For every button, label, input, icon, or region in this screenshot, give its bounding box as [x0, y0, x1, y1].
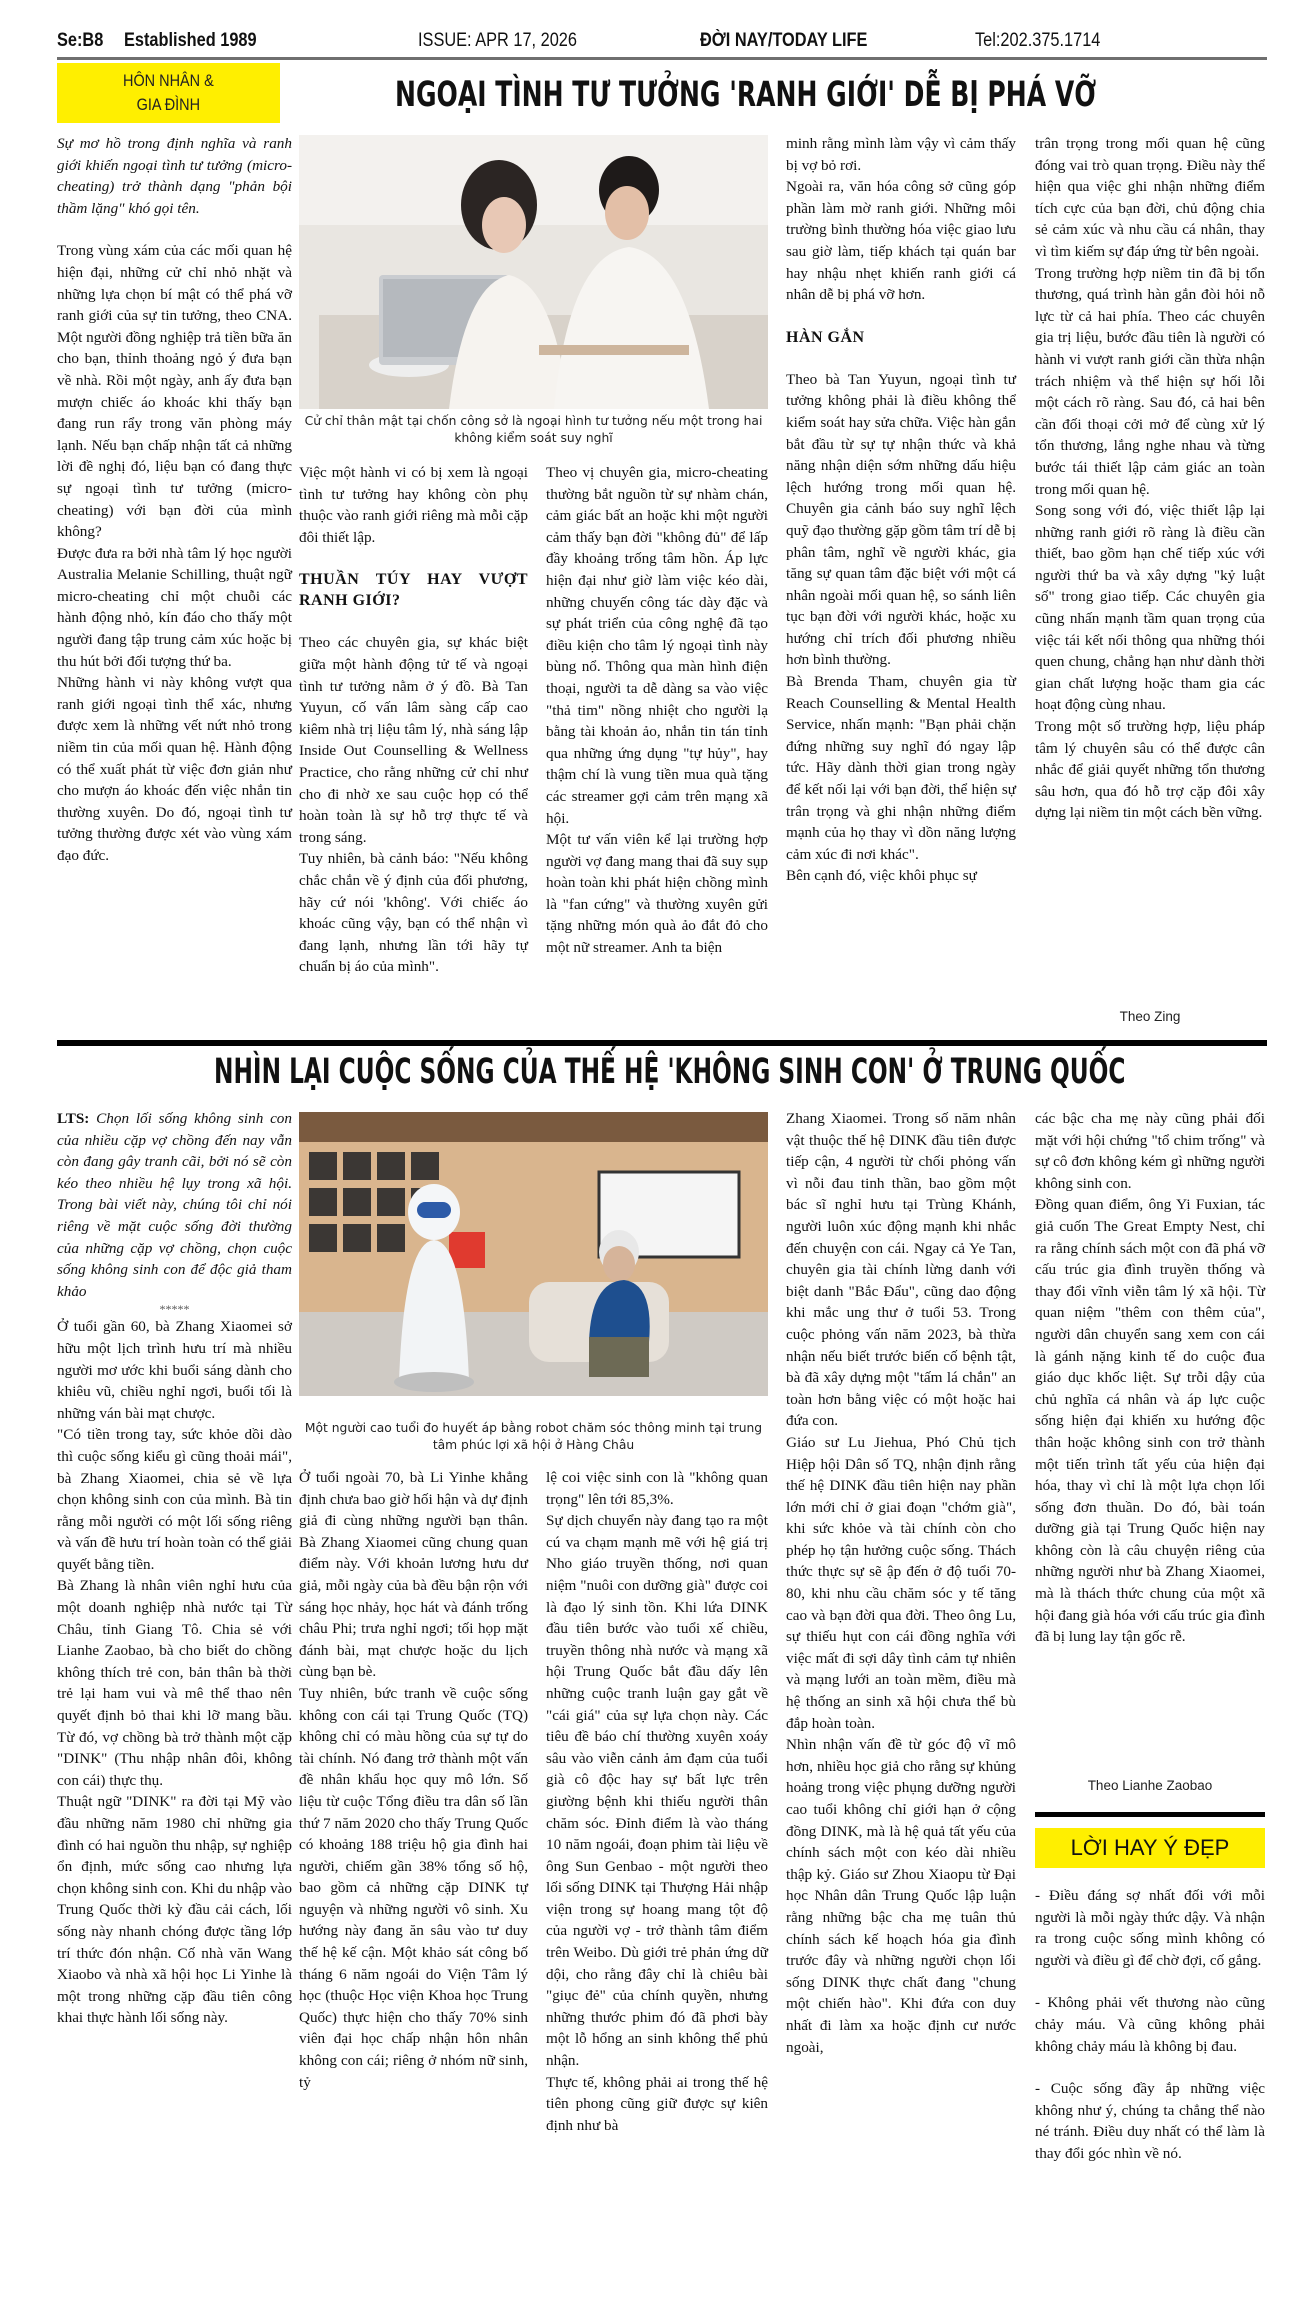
article-divider — [57, 1040, 1267, 1046]
article1-subhead-1: THUẦN TÚY HAY VƯỢT RANH GIỚI? — [299, 571, 528, 610]
paragraph: Theo bà Tan Yuyun, ngoại tình tư tưởng không phải là điều không thể kiểm soát hay sửa chữa. Việc hàn gắn bắt đầu từ sự tự nhận thức và khả năng nhận diện sớm những dấu hiệu lệch hướng trong mối quan hệ. Chuyên gia cảnh báo suy nghĩ lệch quỹ đạo thường gặp gồm tâm trí dễ bị phân tâm, nghĩ về người khác, gia tăng sự quan tâm đặc biệt với một cá nhân ngoài mối quan hệ, so sánh liên tục bạn đời với người khác, hoặc xu hướng chỉ trích đối phương nhiều hơn bình thường. — [786, 370, 1016, 669]
paragraph: Ở tuổi ngoài 70, bà Li Yinhe khẳng định chưa bao giờ hối hận và dự định giả đi cùng những người bạn thân. Bà Zhang Xiaomei cũng chung quan điểm này. Với khoản lương hưu dư giả, mỗi ngày của bà đều bận rộn với sáng học nhảy, học hát và đánh trống châu Phi; trưa nghỉ ngơi; tối họp mặt đánh bài, mạt chược hoặc du lịch cùng bạn bè. — [299, 1469, 528, 1681]
established-label: Established 1989 — [124, 30, 257, 51]
section-code: Se:B8 — [57, 30, 104, 51]
paragraph: Trong một số trường hợp, liệu pháp tâm lý chuyên sâu có thể được cân nhắc để giải quyết những tổn thương sâu hơn, qua đó hỗ trợ cặp đôi xây dựng lại niềm tin một cách bền vững. — [1035, 718, 1265, 822]
office-couple-illustration — [299, 135, 768, 409]
article2-column-2 — [299, 1467, 528, 2093]
paragraph: trân trọng trong mối quan hệ cũng đóng vai trò quan trọng. Điều này thể hiện qua việc ghi nhận những điểm tích cực của bạn đời, chủ động chia sẻ cảm xúc và nhu cầu cá nhân, thay vì tìm kiếm sự đáp ứng từ bên ngoài. — [1035, 135, 1265, 260]
editor-note — [57, 1108, 292, 1302]
paragraph: Tuy nhiên, bà cảnh báo: "Nếu không chắc chắn về ý định của đối phương, hãy cứ nói 'không'. Với chiếc áo khoác cũng vậy, bạn có thể nhận vì đang lạnh, nhưng lần tới hãy tự chuẩn bị áo của mình". — [299, 850, 528, 976]
article2-column-3 — [546, 1467, 768, 2136]
article2-column-5 — [1035, 1108, 1265, 1648]
article1-photo-caption: Cử chỉ thân mật tại chốn công sở là ngoại hình tư tưởng nếu một trong hai không kiểm soát suy nghĩ — [304, 414, 763, 445]
paragraph: Theo các chuyên gia, sự khác biệt giữa một hành động tử tế và ngoại tình tư tưởng nằm ở ý đồ. Bà Tan Yuyun, cố vấn lâm sàng cấp cao kiêm nhà trị liệu tâm lý, nhà sáng lập Inside Out Counselling & Wellness Practice, cho rằng những cử chỉ như cho đi nhờ xe sau cuộc họp có thể hoàn toàn là sự hỗ trợ thực tế và trong sáng. — [299, 634, 528, 846]
paragraph: Nhìn nhận vấn đề từ góc độ vĩ mô hơn, nhiều học giả cho rằng sự khủng hoảng trong việc phụng dưỡng người cao tuổi không chỉ giới hạn ở cộng đồng DINK, mà là hệ quả tất yếu của chính sách một con kéo dài nhiều thập kỷ. Giáo sư Zhou Xiaopu từ Đại học Nhân dân Trung Quốc lập luận rằng những bậc cha mẹ tuân thủ chính sách kế hoạch hóa gia đình trước đây và những người chọn lối sống DINK thực chất đang "chung một chiến hào". Khi đứa con duy nhất đi làm xa hoặc định cư nước ngoài, — [786, 1736, 1016, 2056]
paragraph: các bậc cha mẹ này cũng phải đối mặt với hội chứng "tổ chim trống" và sự cô đơn không kém gì những người không sinh con. — [1035, 1110, 1265, 1192]
paragraph: Tuy nhiên, bức tranh về cuộc sống không con cái tại Trung Quốc (TQ) không chỉ có màu hồng của sự tự do tài chính. Nó đang trở thành một vấn đề nhân khẩu học quy mô lớn. Số liệu từ cuộc Tổng điều tra dân số lần thứ 7 năm 2020 cho thấy Trung Quốc có khoảng 188 triệu hộ gia đình hai người, chiếm gần 38% tổng số hộ, bao gồm cả những cặp DINK tự nguyện và những người vô sinh. Xu hướng này đang ăn sâu vào tư duy thế hệ kế cận. Một khảo sát công bố tháng 6 năm ngoái do Viện Tâm lý học (thuộc Học viện Khoa học Trung Quốc) thực hiện cho thấy 70% sinh viên đại học chấp nhận hôn nhân không con cái; riêng ở nhóm nữ sinh, tỷ — [299, 1684, 528, 2091]
paragraph: Zhang Xiaomei. Trong số năm nhân vật thuộc thế hệ DINK đầu tiên được tiếp cận, 4 người từ chối phỏng vấn vì nỗi đau tinh thần, bao gồm một bác sĩ nghỉ hưu tại Trùng Khánh, người luôn xúc động mạnh khi nhắc đến chuyện con cái. Ngay cả Ye Tan, chuyên gia tài chính lừng danh với biệt danh "Bắc Đẩu", cũng dao động khi mắc ung thư ở tuổi 53. Trong cuộc phỏng vấn năm 2023, bà thừa nhận nếu biết trước biến cố bệnh tật, bà đã xây dựng một "tấm lá chắn" an toàn hơn bằng việc có một hoặc hai đứa con. — [786, 1110, 1016, 1430]
quote-item: - Không phải vết thương nào cũng chảy máu. Và cũng không phải không chảy máu là không bị đau. — [1035, 1994, 1265, 2055]
paragraph: Đồng quan điểm, ông Yi Fuxian, tác giả cuốn The Great Empty Nest, chỉ ra rằng chính sách một con đã phá vỡ cấu trúc gia đình truyền thống và thay đổi vĩnh viễn tâm lý xã hội. Từ quan niệm "thêm con thêm của", người dân chuyển sang xem con cái là gánh nặng kinh tế do cuộc đua giáo dục khốc liệt. Sự trỗi dậy của chủ nghĩa cá nhân và áp lực cuộc sống hiện đại khiến xu hướng độc thân hoặc không sinh con trở thành một tiến trình tất yếu của hiện đại hóa, thay vì chỉ là một lựa chọn lối sống đơn thuần. Do đó, bài toán dưỡng già tại Trung Quốc hiện nay không còn là câu chuyện riêng của những người như bà Zhang Xiaomei, mà là thách thức chung của một xã hội đang già hóa với cấu trúc gia đình đã bị lung lay tận gốc rễ. — [1035, 1196, 1265, 1646]
paragraph: Ở tuổi gần 60, bà Zhang Xiaomei sở hữu một lịch trình hưu trí mà nhiều người mơ ước khi buổi sáng dành cho khiêu vũ, chiều nghỉ ngơi, buổi tối là những ván bài mạt chược. — [57, 1318, 292, 1422]
paragraph: Sự dịch chuyển này đang tạo ra một cú va chạm mạnh mẽ với hệ giá trị Nho giáo truyền thống, nơi quan niệm "nuôi con dưỡng già" được coi là đạo lý sinh tồn. Khi lứa DINK đầu tiên bước vào tuổi xế chiều, truyền thông nhà nước và mạng xã hội Trung Quốc bắt đầu dấy lên những cuộc tranh luận gay gắt về "cái giá" của sự lựa chọn này. Các tiêu đề báo chí thường xuyên xoáy sâu vào viễn cảnh ảm đạm của tuổi già cô độc hay sự bất lực trên giường bệnh khi thiếu người thân chăm sóc. Đỉnh điểm là vào tháng 10 năm ngoái, đoạn phim tài liệu về ông Sun Genbao - một người theo lối sống DINK tại Thượng Hải nhập viện trong sự hoang mang tột độ của người vợ - trở thành tâm điểm trên Weibo. Dù giới trẻ phản ứng dữ dội, cho rằng đây chỉ là chiêu bài "giục đẻ" của chính quyền, nhưng những thước phim đó đã phơi bày một lỗ hổng an sinh không thể phủ nhận. — [546, 1512, 768, 2070]
paragraph: lệ coi việc sinh con là "không quan trọng" lên tới 85,3%. — [546, 1469, 768, 1508]
paragraph: Giáo sư Lu Jiehua, Phó Chủ tịch Hiệp hội Dân số TQ, nhận định rằng thế hệ DINK đầu tiên hiện nay phần lớn mới chỉ ở giai đoạn "chớm già", khi sức khỏe và tài chính còn cho phép họ tận hưởng cuộc sống. Thách thức thực sự sẽ ập đến ở độ tuổi 70-80, khi nhu cầu chăm sóc y tế tăng cao và bạn đời qua đời. Theo ông Lu, sự thiếu hụt con cái đồng nghĩa với việc mất đi sợi dây tình cảm tự nhiên và mạng lưới an toàn mềm, điều mà hệ thống an sinh xã hội chưa thể bù đắp hoàn toàn. — [786, 1433, 1016, 1732]
masthead-rule — [57, 57, 1267, 60]
robot-care-illustration — [299, 1112, 768, 1396]
article1-subhead-2: HÀN GẮN — [786, 328, 865, 346]
paragraph: Bà Brenda Tham, chuyên gia từ Reach Counselling & Mental Health Service, nhấn mạnh: "Bạn phải chặn đứng những suy nghĩ đó ngay lập tức. Hãy dành thời gian trong ngày để kết nối lại với bạn đời, thể hiện sự trân trọng và ghi nhận những điểm mạnh của họ thay vì dồn năng lượng cảm xúc đi nơi khác". — [786, 673, 1016, 863]
section-label-line2: GIA ĐÌNH — [136, 95, 201, 114]
issue-date: ISSUE: APR 17, 2026 — [418, 30, 577, 51]
article1-column-2 — [299, 462, 528, 978]
article2-column-1 — [57, 1108, 292, 2029]
article1-column-1 — [57, 133, 292, 867]
paragraph: Thực tế, không phải ai trong thế hệ tiên phong cũng giữ được sự kiên định như bà — [546, 2073, 768, 2134]
article2-photo — [299, 1112, 768, 1396]
paragraph: Trong vùng xám của các mối quan hệ hiện đại, những cử chỉ nhỏ nhặt và những lựa chọn bí mật có thể phá vỡ ranh giới của sự tin tưởng, theo CNA. Một người đồng nghiệp trả tiền bữa ăn cho bạn, thỉnh thoảng ngỏ ý đưa bạn về nhà. Rồi một ngày, anh ấy đưa bạn mượn chiếc áo khoác khi thấy bạn đang run rẩy trong văn phòng máy lạnh. Nếu bạn chấp nhận tất cả những lời đề nghị đó, liệu bạn có đang thực sự ngoại tình tư tưởng (micro-cheating) với bạn đời của mình không? — [57, 242, 292, 541]
section-label-line1: HÔN NHÂN & — [123, 71, 214, 90]
paragraph: Theo vị chuyên gia, micro-cheating thường bắt nguồn từ sự nhàm chán, cảm giác bất an hoặc khi một người cảm thấy bạn đời "không đủ" để lấp đầy khoảng trống tâm hồn. Áp lực hiện đại như giờ làm việc kéo dài, những chuyến công tác dày đặc và sự phát triển của công nghệ đã tạo điều kiện cho tâm lý ngoại tình này bùng nổ. Thông qua màn hình điện thoại, người ta dễ dàng sa vào việc "thả tim" nồng nhiệt cho người lạ bằng tài khoản ảo, nhắn tin tán tỉnh qua những ứng dụng "tự hủy", hay thậm chí là vung tiền mua quà tặng các streamer gợi cảm trên mạng xã hội. — [546, 464, 768, 827]
quotes-rule — [1035, 1812, 1265, 1817]
paragraph: Một tư vấn viên kể lại trường hợp người vợ đang mang thai đã suy sụp hoàn toàn khi phát hiện chồng mình là "fan cứng" và thường xuyên gửi tặng những món quà ảo đắt đỏ cho một nữ streamer. Anh ta biện — [546, 831, 768, 957]
paragraph: Thuật ngữ "DINK" ra đời tại Mỹ vào đầu những năm 1980 chỉ những gia đình có hai nguồn thu nhập, sự nghiệp ổn định, mức sống cao nhưng lựa chọn không sinh con. Khi du nhập vào Trung Quốc thời kỳ đầu cải cách, lối sống này nhanh chóng được tầng lớp trí thức đón nhận. Cố nhà văn Wang Xiaobo và nhà xã hội học Li Yinhe là một trong những cặp đầu tiên công khai thực hành lối sống này. — [57, 1793, 292, 2027]
paragraph: Được đưa ra bởi nhà tâm lý học người Australia Melanie Schilling, thuật ngữ micro-cheating chỉ một chuỗi các hành động nhỏ, kín đáo cho thấy một người đang tập trung cảm xúc hoặc bị thu hút bởi đối tượng thứ ba. — [57, 544, 292, 670]
article1-headline: NGOẠI TÌNH TƯ TƯỞNG 'RANH GIỚI' DỄ BỊ PHÁ VỠ — [395, 75, 1097, 116]
paper-name: ĐỜI NAY/TODAY LIFE — [700, 30, 868, 51]
separator-stars: ***** — [159, 1302, 190, 1317]
quotes-title: LỜI HAY Ý ĐẸP — [1035, 1828, 1265, 1868]
paragraph: Việc một hành vi có bị xem là ngoại tình tư tưởng hay không còn phụ thuộc vào ranh giới riêng mà mỗi cặp đôi thiết lập. — [299, 464, 528, 546]
paragraph: Những hành vi này không vượt qua ranh giới ngoại tình thể xác, nhưng được xem là những vết nứt nhỏ trong niềm tin của mối quan hệ. Hành động có thể xuất phát từ việc đơn giản như cho mượn áo khoác đến việc nhắn tin thường xuyên. Do đó, ngoại tình tư tưởng thường được xét vào vùng xám đạo đức. — [57, 674, 292, 864]
editor-note-text: Chọn lối sống không sinh con của nhiều cặp vợ chồng đến nay vẫn còn đang gây tranh cãi, bởi nó sẽ còn kéo theo nhiều hệ lụy trong xã hội. Trong bài viết này, chúng tôi chỉ nói riêng về mặt cuộc sống đời thường của những cặp vợ chồng, chọn cuộc sống không sinh con để độc giả tham khảo — [57, 1110, 292, 1300]
telephone: Tel:202.375.1714 — [975, 30, 1101, 51]
article1-credit: Theo Zing — [1119, 1009, 1181, 1024]
paragraph: Ngoài ra, văn hóa công sở cũng góp phần làm mờ ranh giới. Những môi trường bình thường hóa việc giao lưu sau giờ làm, tiếp khách tại quán bar hay nhậu nhẹt khiến ranh giới cá nhân dễ bị phá vỡ hơn. — [786, 178, 1016, 304]
article2-photo-caption: Một người cao tuổi đo huyết áp bằng robot chăm sóc thông minh tại trung tâm phúc lợi xã hội ở Hàng Châu — [304, 1421, 763, 1452]
paragraph: Trong trường hợp niềm tin đã bị tổn thương, quá trình hàn gắn đòi hỏi nỗ lực từ cả hai phía. Theo các chuyên gia trị liệu, bước đầu tiên là người có hành vi vượt ranh giới cần thừa nhận trách nhiệm và thể hiện sự hối lỗi một cách rõ ràng. Sau đó, cả hai bên cần đối thoại cởi mở để cùng xử lý tổn thương, lắng nghe nhau và từng bước tái thiết lập cảm giác an toàn trong mối quan hệ. — [1035, 264, 1265, 498]
article1-column-4 — [786, 133, 1016, 887]
article1-photo — [299, 135, 768, 409]
paragraph: minh rằng mình làm vậy vì cảm thấy bị vợ bỏ rơi. — [786, 135, 1016, 174]
article2-headline: NHÌN LẠI CUỘC SỐNG CỦA THẾ HỆ 'KHÔNG SINH CON' Ở TRUNG QUỐC — [214, 1052, 1126, 1093]
article1-column-5 — [1035, 133, 1265, 824]
quotes-list — [1035, 1885, 1265, 2165]
paragraph: Bà Zhang là nhân viên nghỉ hưu của một doanh nghiệp nhà nước tại Từ Châu, tỉnh Giang Tô. Chia sẻ với Lianhe Zaobao, bà cho biết do chồng không thích trẻ con, bản thân bà thời trẻ lại ham vui và mê thể thao nên quyết định bỏ thai khi lỡ mang bầu. Từ đó, vợ chồng bà trở thành một cặp "DINK" (Thu nhập nhân đôi, không con cái) thực thụ. — [57, 1577, 292, 1789]
paragraph: "Có tiền trong tay, sức khỏe dồi dào thì cuộc sống kiểu gì cũng thoải mái", bà Zhang Xiaomei, chia sẻ về lựa chọn không sinh con của mình. Bà tin rằng mỗi người có một lối sống riêng và vấn đề hưu trí hoàn toàn có thể giải quyết bằng tiền. — [57, 1426, 292, 1573]
editor-note-label: LTS: — [57, 1110, 90, 1127]
quote-item: - Cuộc sống đầy ắp những việc không như ý, chúng ta chẳng thể nào né tránh. Điều duy nhất có thể làm là thay đổi góc nhìn về nó. — [1035, 2080, 1265, 2162]
paragraph: Bên cạnh đó, việc khôi phục sự — [786, 867, 977, 885]
article2-column-4 — [786, 1108, 1016, 2058]
paragraph: Song song với đó, việc thiết lập lại những ranh giới rõ ràng là điều cần thiết, bao gồm hạn chế tiếp xúc với người thứ ba và xây dựng "kỷ luật số" trong giao tiếp. Các chuyên gia cũng nhấn mạnh tầm quan trọng của việc tái kết nối thông qua những thói quen chung, chẳng hạn như dành thời gian chất lượng hoặc tham gia các hoạt động cùng nhau. — [1035, 502, 1265, 714]
section-label — [57, 63, 280, 123]
quote-item: - Điều đáng sợ nhất đối với mỗi người là mỗi ngày thức dậy. Và nhận ra trong cuộc sống mình không có người và điều gì để chờ đợi, cố gắng. — [1035, 1887, 1265, 1969]
article1-column-3 — [546, 462, 768, 959]
article2-credit: Theo Lianhe Zaobao — [1087, 1778, 1213, 1793]
article1-lead: Sự mơ hồ trong định nghĩa và ranh giới khiến ngoại tình tư tưởng (micro-cheating) trở thành dạng "phản bội thầm lặng" khó gọi tên. — [57, 135, 292, 217]
